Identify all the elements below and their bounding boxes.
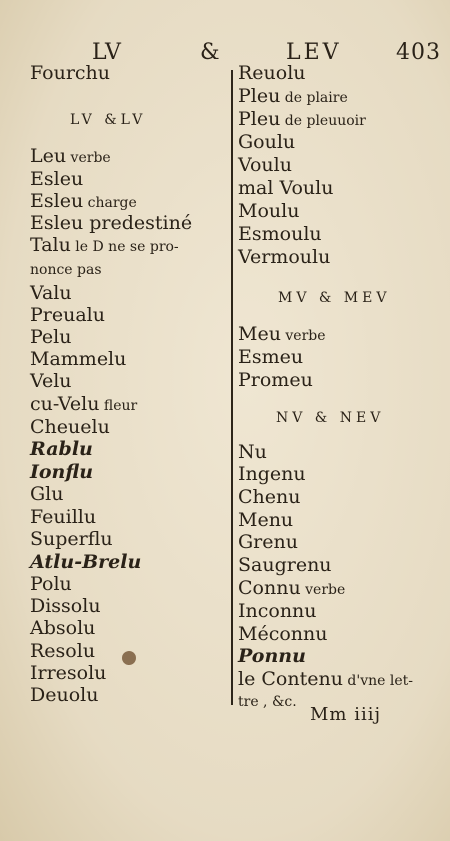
word-entry	[238, 623, 328, 645]
word-text: cu-Velu	[30, 393, 100, 415]
word-entry	[30, 62, 110, 84]
word-entry	[238, 62, 306, 84]
word-text: Esleu	[30, 190, 84, 212]
word-entry	[30, 684, 98, 706]
word-text: Chenu	[238, 486, 301, 508]
word-text: Voulu	[238, 154, 292, 176]
word-text: Ponnu	[238, 645, 306, 667]
word-entry	[238, 223, 322, 245]
word-text: le Contenu	[238, 668, 343, 690]
word-entry	[238, 509, 293, 531]
section-heading: NV & NEV	[276, 410, 385, 426]
word-entry	[238, 369, 313, 391]
word-gloss: verbe	[280, 328, 326, 344]
word-entry	[238, 441, 267, 463]
word-text: Promeu	[238, 369, 313, 391]
section-heading: LV &LV	[70, 112, 147, 128]
word-text: Atlu-Brelu	[30, 551, 142, 573]
word-text: Pleu	[238, 108, 281, 130]
word-text: Grenu	[238, 531, 298, 553]
word-text: Leu	[30, 145, 67, 167]
word-text: Dissolu	[30, 595, 101, 617]
word-entry	[238, 531, 298, 553]
word-entry	[30, 259, 102, 281]
word-text: Superflu	[30, 528, 113, 550]
word-entry	[238, 486, 301, 508]
word-entry	[238, 177, 333, 199]
word-text: Vermoulu	[238, 246, 331, 268]
word-text: Mammelu	[30, 348, 127, 370]
word-entry	[30, 416, 110, 438]
word-entry	[238, 154, 292, 176]
word-entry	[238, 323, 326, 347]
word-text: Goulu	[238, 131, 296, 153]
word-entry	[30, 595, 101, 617]
word-entry	[238, 346, 303, 368]
word-entry	[30, 190, 137, 214]
word-text: Pelu	[30, 326, 72, 348]
word-gloss: le D ne se pro-	[70, 239, 179, 255]
word-text: Preualu	[30, 304, 105, 326]
word-text: Esleu predestiné	[30, 212, 193, 234]
word-text: Fourchu	[30, 62, 111, 84]
word-text: Menu	[238, 509, 294, 531]
word-text: Glu	[30, 483, 64, 505]
word-gloss: verbe	[300, 582, 346, 598]
word-text: Reuolu	[238, 62, 306, 84]
word-text: Pleu	[238, 85, 281, 107]
word-entry	[30, 282, 72, 304]
word-text: mal Voulu	[238, 177, 334, 199]
word-entry	[30, 393, 137, 417]
word-gloss: de pleuuoir	[280, 113, 366, 129]
word-text: Irresolu	[30, 662, 107, 684]
word-text: Saugrenu	[238, 554, 332, 576]
word-gloss: charge	[83, 195, 137, 211]
word-gloss: fleur	[99, 398, 138, 414]
word-entry	[238, 131, 295, 153]
word-entry	[238, 200, 299, 222]
word-gloss: d'vne let-	[342, 673, 413, 689]
word-gloss: de plaire	[280, 90, 348, 106]
word-entry	[30, 370, 72, 392]
word-gloss: verbe	[66, 150, 111, 166]
word-entry	[238, 108, 366, 132]
word-entry	[238, 577, 345, 601]
word-text: Meu	[238, 323, 281, 345]
word-text: Feuillu	[30, 506, 97, 528]
word-entry	[30, 234, 179, 258]
column-divider	[231, 70, 233, 705]
word-entry	[30, 145, 111, 169]
word-entry	[30, 506, 96, 528]
word-text: Polu	[30, 573, 72, 595]
word-entry	[238, 600, 317, 622]
word-entry	[238, 645, 306, 667]
word-text: Inconnu	[238, 600, 317, 622]
section-heading: MV & MEV	[278, 290, 391, 306]
word-text: Connu	[238, 577, 301, 599]
word-entry	[30, 528, 113, 550]
word-text: Deuolu	[30, 684, 99, 706]
word-entry	[238, 463, 306, 485]
word-entry	[238, 85, 348, 109]
word-text: Absolu	[30, 617, 96, 639]
word-text: Velu	[30, 370, 72, 392]
word-text: Esmoulu	[238, 223, 322, 245]
word-text: Méconnu	[238, 623, 328, 645]
word-entry	[30, 304, 105, 326]
word-text: Valu	[30, 282, 72, 304]
printer-signature: Mm iiij	[310, 704, 382, 725]
word-entry	[30, 326, 72, 348]
word-text: nonce pas	[30, 262, 102, 278]
word-text: Moulu	[238, 200, 300, 222]
word-entry	[30, 348, 126, 370]
word-entry	[30, 461, 93, 483]
word-text: Ingenu	[238, 463, 306, 485]
word-text: Rablu	[30, 438, 93, 460]
word-entry	[30, 212, 192, 234]
word-entry	[238, 668, 413, 692]
page-number: 403	[396, 40, 441, 65]
word-entry	[30, 551, 141, 573]
word-entry	[238, 554, 332, 576]
word-entry	[30, 640, 95, 662]
word-entry	[30, 483, 64, 505]
word-text: Esleu	[30, 168, 84, 190]
word-entry	[30, 617, 95, 639]
word-entry	[30, 168, 83, 190]
word-text: Cheuelu	[30, 416, 110, 438]
word-entry	[238, 246, 330, 268]
word-text: Talu	[30, 234, 71, 256]
ink-stain	[122, 651, 136, 665]
word-entry	[30, 573, 72, 595]
word-text: Nu	[238, 441, 267, 463]
running-head-left: LV	[92, 40, 122, 65]
word-text: Esmeu	[238, 346, 304, 368]
word-entry	[30, 662, 106, 684]
word-text: Ionflu	[30, 461, 94, 483]
running-head-ampersand: &	[200, 40, 221, 65]
word-entry	[238, 691, 297, 713]
word-text: tre , &c.	[238, 694, 297, 710]
word-text: Resolu	[30, 640, 96, 662]
running-head-right: LEV	[286, 40, 342, 65]
word-entry	[30, 438, 93, 460]
